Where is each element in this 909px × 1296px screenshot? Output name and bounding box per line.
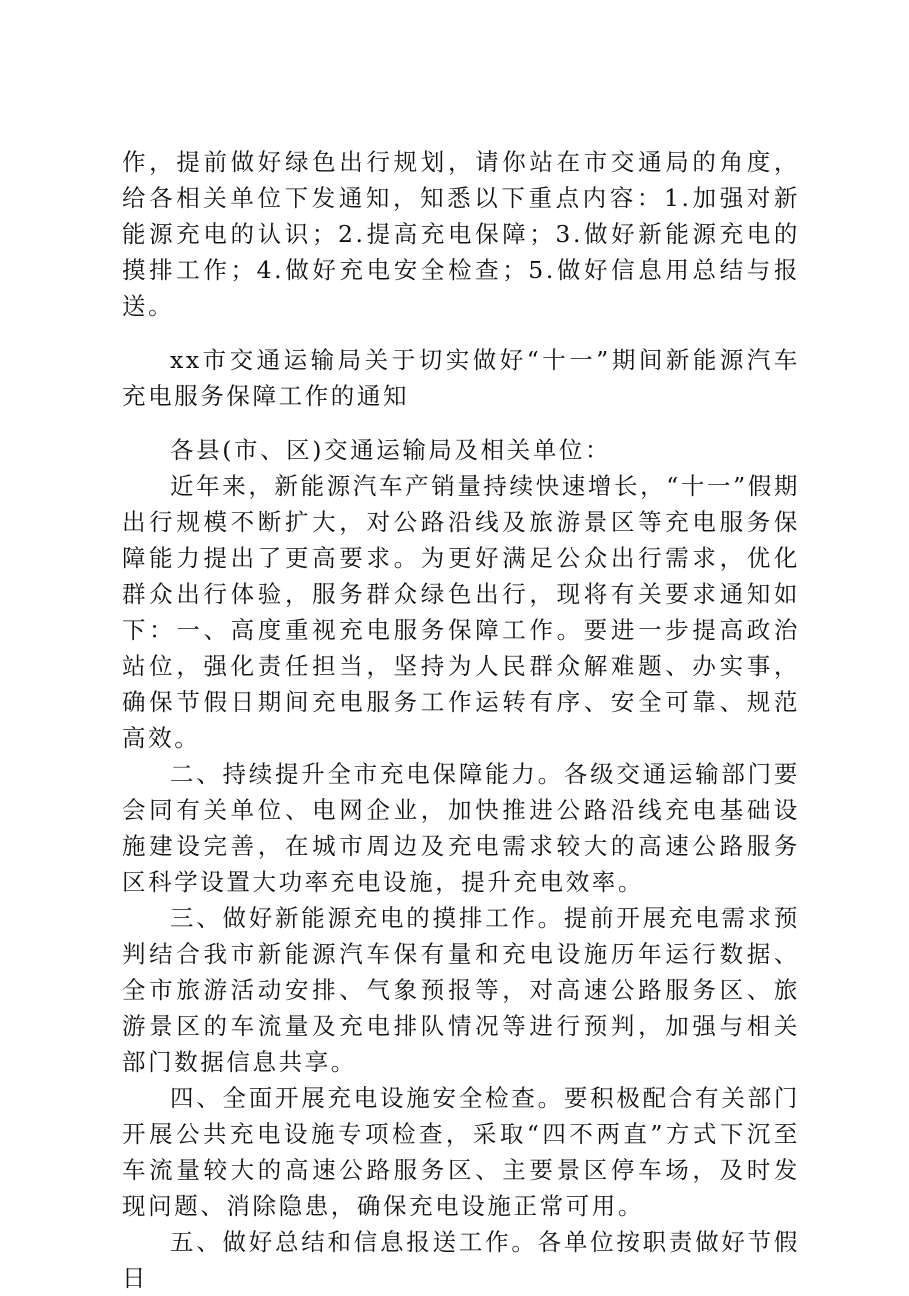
- body-paragraph-1: 近年来，新能源汽车产销量持续快速增长，“十一”假期出行规模不断扩大，对公路沿线及旅游景区等充电服务保障能力提出了更高要求。为更好满足公众出行需求，优化群众出行体验，服务群众绿色出行，现将有关要求通知如下：一、高度重视充电服务保障工作。要进一步提高政治站位，强化责任担当，坚持为人民群众解难题、办实事，确保节假日期间充电服务工作运转有序、安全可靠、规范高效。: [122, 472, 800, 752]
- notice-title: xx市交通运输局关于切实做好“十一”期间新能源汽车充电服务保障工作的通知: [122, 346, 800, 410]
- intro-paragraph: 作，提前做好绿色出行规划，请你站在市交通局的角度，给各相关单位下发通知，知悉以下重点内容：1.加强对新能源充电的认识；2.提高充电保障；3.做好新能源充电的摸排工作；4.做好充电安全检查；5.做好信息用总结与报送。: [122, 148, 800, 320]
- body-paragraph-5: 五、做好总结和信息报送工作。各单位按职责做好节假日: [122, 1228, 800, 1292]
- body-paragraph-3: 三、做好新能源充电的摸排工作。提前开展充电需求预判结合我市新能源汽车保有量和充电设施历年运行数据、全市旅游活动安排、气象预报等，对高速公路服务区、旅游景区的车流量及充电排队情况等进行预判，加强与相关部门数据信息共享。: [122, 904, 800, 1076]
- body-paragraph-4: 四、全面开展充电设施安全检查。要积极配合有关部门开展公共充电设施专项检查，采取“四不两直”方式下沉至车流量较大的高速公路服务区、主要景区停车场，及时发现问题、消除隐患，确保充电设施正常可用。: [122, 1084, 800, 1220]
- salutation: 各县(市、区)交通运输局及相关单位：: [170, 436, 612, 464]
- document-page: [122, 144, 800, 1296]
- body-paragraph-2: 二、持续提升全市充电保障能力。各级交通运输部门要会同有关单位、电网企业，加快推进公路沿线充电基础设施建设完善，在城市周边及充电需求较大的高速公路服务区科学设置大功率充电设施，提升充电效率。: [122, 760, 800, 896]
